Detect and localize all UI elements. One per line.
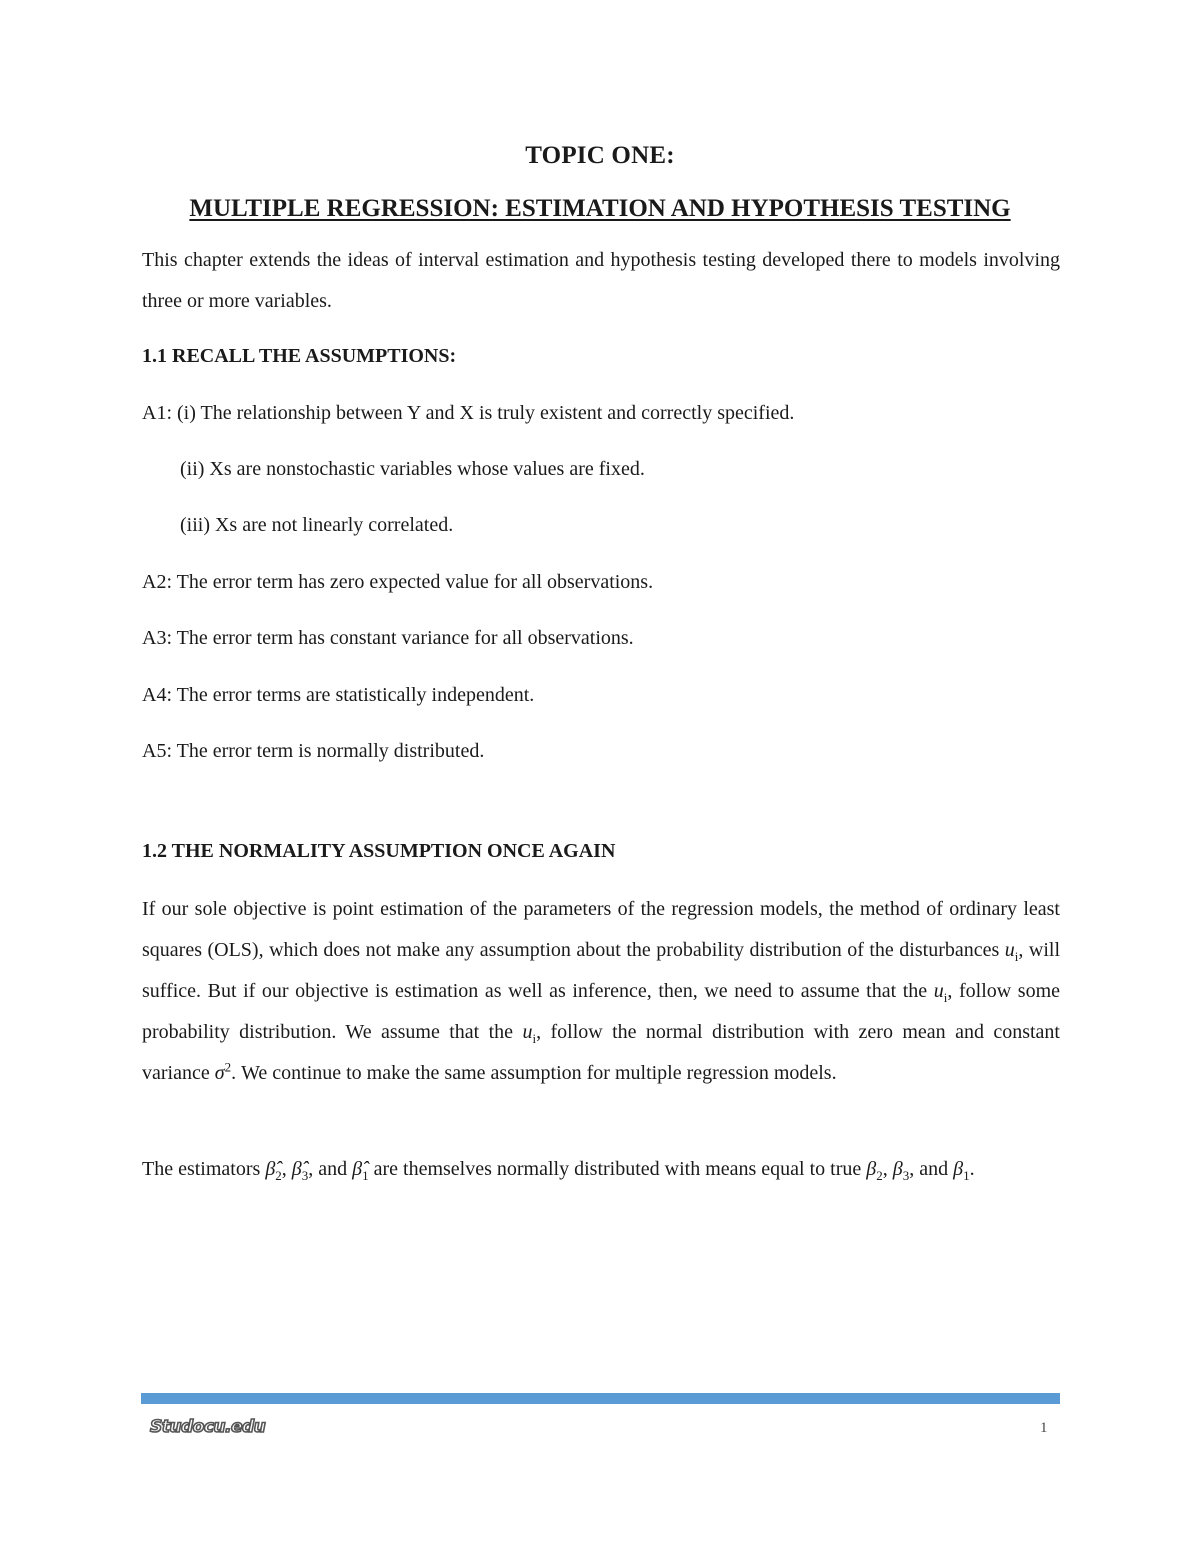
subscript-2: 2	[275, 1168, 282, 1183]
i-subscript: i	[532, 1031, 537, 1046]
assumption-a1-iii: (iii) Xs are not linearly correlated.	[180, 514, 454, 536]
text-run: , follow the normal distribution with zero mean and constant variance	[142, 1021, 1060, 1084]
assumption-a5: A5: The error term is normally distributed.	[142, 740, 485, 762]
footer-bar	[141, 1393, 1060, 1404]
separator: ,	[882, 1158, 893, 1180]
footer-logo: Studocu.edu	[150, 1417, 266, 1437]
assumption-a3: A3: The error term has constant variance for all observations.	[142, 627, 634, 649]
subscript-2: 2	[876, 1168, 883, 1183]
beta-symbol: β	[866, 1158, 877, 1180]
page-title: TOPIC ONE:	[525, 142, 675, 169]
beta-symbol: β	[892, 1158, 903, 1180]
separator: , and	[909, 1158, 954, 1180]
u-symbol: u	[522, 1021, 533, 1043]
i-subscript: i	[943, 990, 948, 1005]
beta-hat-symbol: β̂	[291, 1158, 302, 1180]
subscript-1: 1	[362, 1168, 369, 1183]
text-run: are themselves normally distributed with means equal to true	[368, 1158, 867, 1180]
subscript-3: 3	[902, 1168, 910, 1183]
text-run: The estimators	[142, 1158, 266, 1180]
beta-hat-symbol: β̂	[352, 1158, 363, 1180]
beta-hat-symbol: β̂	[265, 1158, 276, 1180]
separator: , and	[308, 1158, 353, 1180]
text-run: , will suffice. But if our objective is estimation as well as inference, then, we need to assume that the	[142, 939, 1060, 1002]
text-run: If our sole objective is point estimation of the parameters of the regression models, the method of ordinary least squares (OLS), which does not make any assumption about the probability distribution of the disturbances	[142, 898, 1060, 961]
period: .	[969, 1158, 975, 1180]
squared-superscript: 2	[224, 1059, 232, 1075]
subscript-1: 1	[963, 1168, 970, 1183]
intro-paragraph: This chapter extends the ideas of interval estimation and hypothesis testing developed there to models involving three or more variables.	[142, 249, 1060, 312]
text-run: . We continue to make the same assumption for multiple regression models.	[231, 1062, 837, 1084]
separator: ,	[281, 1158, 292, 1180]
assumption-a1-ii: (ii) Xs are nonstochastic variables whose values are fixed.	[180, 458, 645, 480]
section-heading-assumptions: 1.1 RECALL THE ASSUMPTIONS:	[142, 345, 457, 367]
page-subtitle: MULTIPLE REGRESSION: ESTIMATION AND HYPOTHESIS TESTING	[189, 195, 1011, 222]
subscript-3: 3	[301, 1168, 309, 1183]
assumption-a1-i: A1: (i) The relationship between Y and X is truly existent and correctly specified.	[142, 402, 795, 424]
i-subscript: i	[1014, 949, 1019, 964]
text-run: , follow some probability distribution. We assume that the	[142, 980, 1061, 1043]
section-heading-normality: 1.2 THE NORMALITY ASSUMPTION ONCE AGAIN	[142, 840, 616, 862]
assumption-a2: A2: The error term has zero expected value for all observations.	[142, 571, 654, 593]
page-number: 1	[1040, 1420, 1048, 1436]
sigma-symbol: σ	[214, 1062, 225, 1084]
u-symbol: u	[933, 980, 944, 1002]
beta-symbol: β	[953, 1158, 964, 1180]
u-symbol: u	[1004, 939, 1015, 961]
estimators-paragraph	[142, 1149, 1060, 1190]
normality-paragraph	[142, 889, 1060, 1094]
assumption-a4: A4: The error terms are statistically independent.	[142, 684, 535, 706]
